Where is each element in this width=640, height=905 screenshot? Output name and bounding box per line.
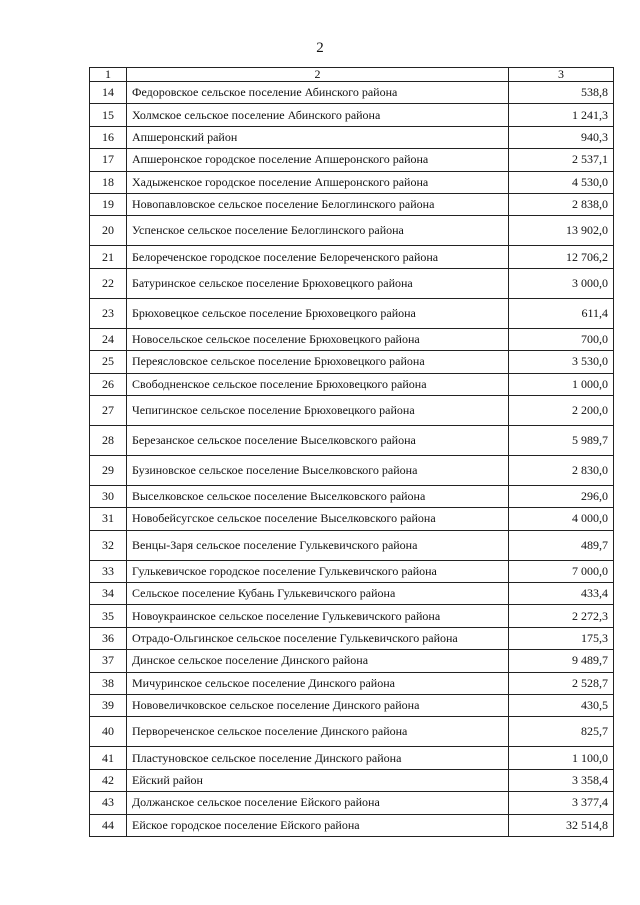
table-row bbox=[90, 605, 614, 627]
settlement-name: Новосельское сельское поселение Брюховецкого района bbox=[127, 328, 509, 350]
amount-value: 296,0 bbox=[509, 485, 614, 507]
header-col-3: 3 bbox=[509, 68, 614, 82]
settlement-name: Белореченское городское поселение Белореченского района bbox=[127, 246, 509, 268]
settlement-name: Апшеронское городское поселение Апшеронского района bbox=[127, 149, 509, 171]
row-number: 44 bbox=[90, 814, 127, 836]
table-row bbox=[90, 351, 614, 373]
header-col-2: 2 bbox=[127, 68, 509, 82]
table-row bbox=[90, 425, 614, 455]
amount-value: 4 530,0 bbox=[509, 171, 614, 193]
row-number: 34 bbox=[90, 583, 127, 605]
row-number: 20 bbox=[90, 216, 127, 246]
settlement-name: Выселковское сельское поселение Выселковского района bbox=[127, 485, 509, 507]
row-number: 19 bbox=[90, 193, 127, 215]
settlement-name: Холмское сельское поселение Абинского района bbox=[127, 104, 509, 126]
table-row bbox=[90, 583, 614, 605]
table-row bbox=[90, 298, 614, 328]
row-number: 36 bbox=[90, 627, 127, 649]
header-col-1: 1 bbox=[90, 68, 127, 82]
row-number: 22 bbox=[90, 268, 127, 298]
settlement-name: Батуринское сельское поселение Брюховецкого района bbox=[127, 268, 509, 298]
row-number: 40 bbox=[90, 717, 127, 747]
row-number: 43 bbox=[90, 792, 127, 814]
amount-value: 825,7 bbox=[509, 717, 614, 747]
settlement-name: Чепигинское сельское поселение Брюховецкого района bbox=[127, 395, 509, 425]
amount-value: 2 272,3 bbox=[509, 605, 614, 627]
amount-value: 430,5 bbox=[509, 695, 614, 717]
settlement-name: Новопавловское сельское поселение Белоглинского района bbox=[127, 193, 509, 215]
amount-value: 32 514,8 bbox=[509, 814, 614, 836]
settlement-name: Ейское городское поселение Ейского района bbox=[127, 814, 509, 836]
table-row bbox=[90, 747, 614, 769]
row-number: 24 bbox=[90, 328, 127, 350]
amount-value: 2 528,7 bbox=[509, 672, 614, 694]
table-row bbox=[90, 650, 614, 672]
amount-value: 1 000,0 bbox=[509, 373, 614, 395]
table-row bbox=[90, 814, 614, 836]
amount-value: 12 706,2 bbox=[509, 246, 614, 268]
table-row bbox=[90, 216, 614, 246]
settlement-name: Березанское сельское поселение Выселковского района bbox=[127, 425, 509, 455]
table-row bbox=[90, 560, 614, 582]
row-number: 42 bbox=[90, 769, 127, 791]
allocation-table bbox=[89, 67, 614, 837]
table-row bbox=[90, 395, 614, 425]
table-row bbox=[90, 246, 614, 268]
table-row bbox=[90, 82, 614, 104]
table-row bbox=[90, 769, 614, 791]
settlement-name: Брюховецкое сельское поселение Брюховецкого района bbox=[127, 298, 509, 328]
row-number: 39 bbox=[90, 695, 127, 717]
settlement-name: Мичуринское сельское поселение Динского района bbox=[127, 672, 509, 694]
amount-value: 3 358,4 bbox=[509, 769, 614, 791]
amount-value: 433,4 bbox=[509, 583, 614, 605]
row-number: 31 bbox=[90, 508, 127, 530]
table-row bbox=[90, 485, 614, 507]
amount-value: 2 200,0 bbox=[509, 395, 614, 425]
amount-value: 5 989,7 bbox=[509, 425, 614, 455]
table-row bbox=[90, 792, 614, 814]
amount-value: 940,3 bbox=[509, 126, 614, 148]
settlement-name: Свободненское сельское поселение Брюховецкого района bbox=[127, 373, 509, 395]
row-number: 15 bbox=[90, 104, 127, 126]
settlement-name: Федоровское сельское поселение Абинского района bbox=[127, 82, 509, 104]
amount-value: 489,7 bbox=[509, 530, 614, 560]
amount-value: 2 830,0 bbox=[509, 455, 614, 485]
amount-value: 3 000,0 bbox=[509, 268, 614, 298]
table-row bbox=[90, 328, 614, 350]
settlement-name: Новобейсугское сельское поселение Выселковского района bbox=[127, 508, 509, 530]
row-number: 41 bbox=[90, 747, 127, 769]
amount-value: 2 838,0 bbox=[509, 193, 614, 215]
row-number: 33 bbox=[90, 560, 127, 582]
table-row bbox=[90, 508, 614, 530]
row-number: 29 bbox=[90, 455, 127, 485]
settlement-name: Переясловское сельское поселение Брюховецкого района bbox=[127, 351, 509, 373]
settlement-name: Отрадо-Ольгинское сельское поселение Гулькевичского района bbox=[127, 627, 509, 649]
settlement-name: Первореченское сельское поселение Динского района bbox=[127, 717, 509, 747]
settlement-name: Нововеличковское сельское поселение Динского района bbox=[127, 695, 509, 717]
settlement-name: Гулькевичское городское поселение Гулькевичского района bbox=[127, 560, 509, 582]
settlement-name: Хадыженское городское поселение Апшеронского района bbox=[127, 171, 509, 193]
table-row bbox=[90, 149, 614, 171]
amount-value: 9 489,7 bbox=[509, 650, 614, 672]
table-row bbox=[90, 695, 614, 717]
amount-value: 611,4 bbox=[509, 298, 614, 328]
row-number: 17 bbox=[90, 149, 127, 171]
table-row bbox=[90, 627, 614, 649]
header-row bbox=[90, 68, 614, 82]
amount-value: 13 902,0 bbox=[509, 216, 614, 246]
row-number: 23 bbox=[90, 298, 127, 328]
settlement-name: Должанское сельское поселение Ейского района bbox=[127, 792, 509, 814]
table-row bbox=[90, 530, 614, 560]
amount-value: 2 537,1 bbox=[509, 149, 614, 171]
amount-value: 7 000,0 bbox=[509, 560, 614, 582]
table-row bbox=[90, 193, 614, 215]
settlement-name: Пластуновское сельское поселение Динского района bbox=[127, 747, 509, 769]
row-number: 18 bbox=[90, 171, 127, 193]
amount-value: 1 100,0 bbox=[509, 747, 614, 769]
table-row bbox=[90, 373, 614, 395]
settlement-name: Ейский район bbox=[127, 769, 509, 791]
table-row bbox=[90, 455, 614, 485]
settlement-name: Апшеронский район bbox=[127, 126, 509, 148]
row-number: 21 bbox=[90, 246, 127, 268]
row-number: 37 bbox=[90, 650, 127, 672]
table-row bbox=[90, 126, 614, 148]
amount-value: 538,8 bbox=[509, 82, 614, 104]
table-row bbox=[90, 672, 614, 694]
row-number: 32 bbox=[90, 530, 127, 560]
table-row bbox=[90, 104, 614, 126]
row-number: 27 bbox=[90, 395, 127, 425]
row-number: 14 bbox=[90, 82, 127, 104]
amount-value: 700,0 bbox=[509, 328, 614, 350]
amount-value: 3 530,0 bbox=[509, 351, 614, 373]
amount-value: 1 241,3 bbox=[509, 104, 614, 126]
table-body bbox=[90, 82, 614, 837]
row-number: 28 bbox=[90, 425, 127, 455]
row-number: 25 bbox=[90, 351, 127, 373]
settlement-name: Бузиновское сельское поселение Выселковского района bbox=[127, 455, 509, 485]
row-number: 26 bbox=[90, 373, 127, 395]
row-number: 16 bbox=[90, 126, 127, 148]
table-row bbox=[90, 717, 614, 747]
table-row bbox=[90, 171, 614, 193]
settlement-name: Успенское сельское поселение Белоглинского района bbox=[127, 216, 509, 246]
row-number: 38 bbox=[90, 672, 127, 694]
row-number: 35 bbox=[90, 605, 127, 627]
amount-value: 175,3 bbox=[509, 627, 614, 649]
settlement-name: Динское сельское поселение Динского района bbox=[127, 650, 509, 672]
row-number: 30 bbox=[90, 485, 127, 507]
settlement-name: Сельское поселение Кубань Гулькевичского района bbox=[127, 583, 509, 605]
page-number: 2 bbox=[316, 40, 324, 56]
settlement-name: Венцы-Заря сельское поселение Гулькевичского района bbox=[127, 530, 509, 560]
table-row bbox=[90, 268, 614, 298]
table-header bbox=[90, 68, 614, 82]
settlement-name: Новоукраинское сельское поселение Гулькевичского района bbox=[127, 605, 509, 627]
amount-value: 4 000,0 bbox=[509, 508, 614, 530]
amount-value: 3 377,4 bbox=[509, 792, 614, 814]
